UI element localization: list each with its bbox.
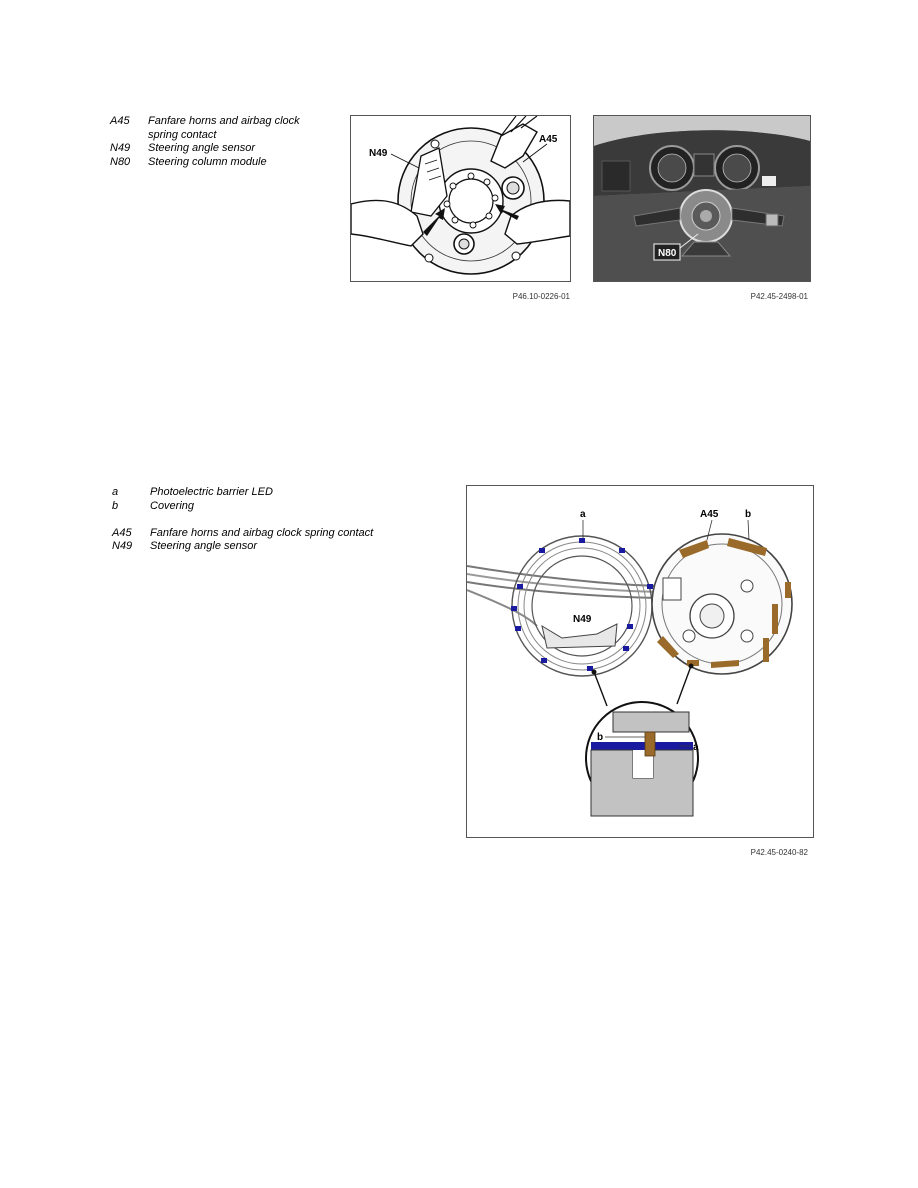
label-n49: N49 bbox=[369, 148, 388, 159]
legend-desc: Fanfare horns and airbag clock spring contact bbox=[148, 115, 300, 141]
legend-row bbox=[110, 115, 310, 142]
legend-code: a bbox=[112, 486, 119, 498]
dashboard-photo bbox=[594, 116, 810, 281]
figure-id: P42.45-2498-01 bbox=[750, 292, 808, 301]
legend-code: b bbox=[112, 499, 119, 512]
legend-code: N49 bbox=[112, 540, 133, 552]
legend-row bbox=[110, 142, 310, 156]
figure-dashboard-photo bbox=[593, 115, 811, 282]
legend-code: A45 bbox=[110, 115, 130, 127]
label-n80: N80 bbox=[658, 248, 677, 259]
label-detail-a: a bbox=[693, 742, 699, 753]
legend-section1 bbox=[110, 115, 310, 169]
label-b: b bbox=[745, 509, 752, 520]
label-n49: N49 bbox=[573, 614, 592, 625]
legend-row bbox=[112, 486, 412, 500]
legend-code: A45 bbox=[112, 526, 132, 539]
legend-section2 bbox=[112, 486, 412, 554]
legend-code: N49 bbox=[110, 142, 131, 154]
legend-code: N80 bbox=[110, 155, 131, 168]
figure-sensor-detail bbox=[466, 485, 814, 838]
figure-clock-spring-drawing bbox=[350, 115, 571, 282]
legend-row bbox=[112, 527, 412, 541]
legend-desc: Steering angle sensor bbox=[150, 540, 258, 552]
figure-id: P46.10-0226-01 bbox=[512, 292, 570, 301]
legend-row bbox=[112, 540, 412, 554]
legend-row bbox=[112, 500, 412, 514]
legend-row bbox=[110, 156, 310, 170]
legend-desc: Fanfare horns and airbag clock spring contact bbox=[150, 526, 374, 539]
legend-desc: Covering bbox=[150, 499, 195, 512]
figure-id: P42.45-0240-82 bbox=[750, 848, 808, 857]
sensor-detail-drawing bbox=[467, 486, 813, 837]
legend-desc: Steering angle sensor bbox=[148, 142, 256, 154]
label-a: a bbox=[580, 509, 586, 520]
legend-desc: Photoelectric barrier LED bbox=[150, 486, 273, 498]
label-a45: A45 bbox=[539, 134, 558, 145]
label-a45: A45 bbox=[700, 509, 719, 520]
label-detail-b: b bbox=[597, 732, 604, 743]
legend-desc: Steering column module bbox=[148, 155, 267, 168]
clock-spring-drawing bbox=[351, 116, 570, 281]
